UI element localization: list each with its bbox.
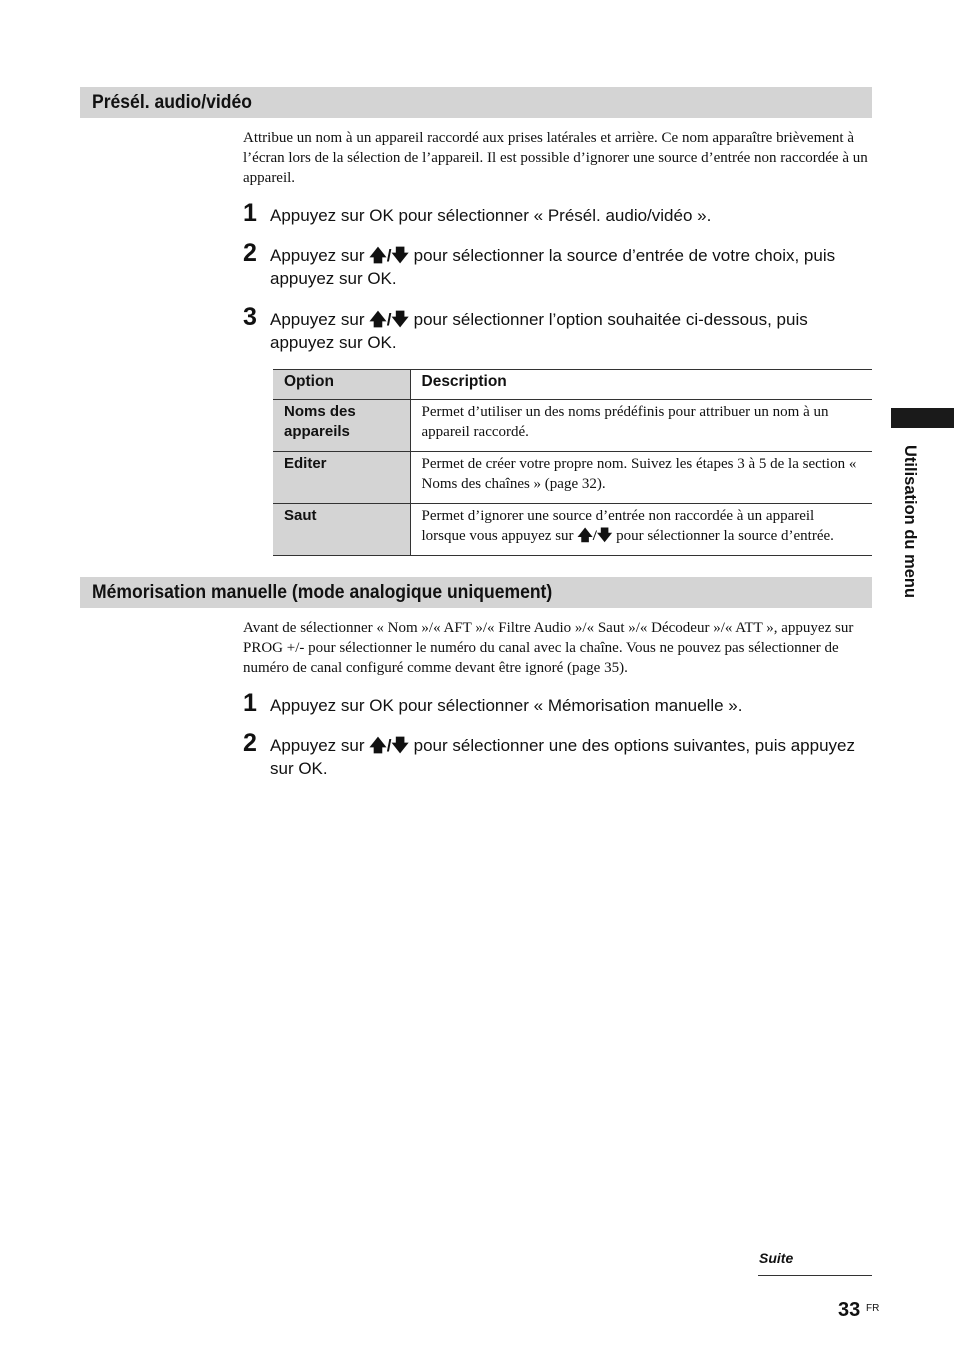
continued-rule — [758, 1275, 872, 1276]
page-language-code: FR — [866, 1303, 880, 1314]
section-title: Mémorisation manuelle (mode analogique uniquement) — [92, 581, 553, 603]
step-number: 2 — [243, 729, 257, 757]
description-cell: Permet d’utiliser un des noms prédéfinis pour attribuer un nom à un appareil raccordé. — [410, 400, 872, 452]
table-row — [273, 452, 872, 504]
table-row — [273, 400, 872, 452]
chapter-side-label — [893, 445, 921, 615]
option-cell: Saut — [273, 504, 410, 556]
step-text-post: pour sélectionner une des options suivantes, puis appuyez sur OK. — [270, 736, 855, 778]
step-text-post: pour sélectionner l’option souhaitée ci-dessous, puis appuyez sur OK. — [270, 310, 808, 352]
step-number: 2 — [243, 239, 257, 267]
step-number: 1 — [243, 689, 257, 717]
table-header-row — [273, 370, 872, 400]
column-header-description: Description — [410, 370, 872, 400]
option-cell: Editer — [273, 452, 410, 504]
step-text — [270, 244, 870, 290]
table-row — [273, 504, 872, 556]
section-header-manual-memory — [80, 577, 872, 608]
up-down-arrow-icon: 🡅/🡇 — [369, 736, 409, 755]
step-text: Appuyez sur OK pour sélectionner « Mémorisation manuelle ». — [270, 696, 743, 715]
step-number: 3 — [243, 303, 257, 331]
up-down-arrow-icon: 🡅/🡇 — [577, 528, 613, 544]
chapter-tab-marker — [891, 408, 954, 428]
options-table — [273, 369, 872, 556]
page-number: 33 — [838, 1299, 861, 1321]
step-text: Appuyez sur OK pour sélectionner « Présél. audio/vidéo ». — [270, 206, 712, 225]
step-text-pre: Appuyez sur — [270, 310, 370, 329]
column-header-option: Option — [273, 370, 410, 400]
section-header-preset — [80, 87, 872, 118]
step-text — [270, 308, 870, 354]
section-intro: Avant de sélectionner « Nom »/« AFT »/« Filtre Audio »/« Saut »/« Décodeur »/« ATT », appuyez sur PROG +/- pour sélectionner le numéro du canal avec la chaîne. Vous ne pouvez pas sélectionner de numéro de canal configuré comme devant être ignoré (page 35). — [243, 620, 854, 676]
step-text-pre: Appuyez sur — [270, 736, 370, 755]
step-text-post: pour sélectionner la source d’entrée de votre choix, puis appuyez sur OK. — [270, 246, 836, 288]
up-down-arrow-icon: 🡅/🡇 — [369, 310, 409, 329]
description-post: pour sélectionner la source d’entrée. — [612, 528, 834, 544]
section-title: Présél. audio/vidéo — [92, 91, 252, 113]
description-cell — [410, 504, 872, 556]
step-text — [270, 734, 870, 780]
description-pre: Permet d’ignorer une source d’entrée non raccordée à un appareil lorsque vous appuyez sur — [421, 508, 815, 544]
chapter-side-label-text: Utilisation du menu — [901, 445, 919, 599]
up-down-arrow-icon: 🡅/🡇 — [369, 246, 409, 265]
option-cell: Noms des appareils — [273, 400, 410, 452]
continued-label: Suite — [759, 1250, 794, 1266]
step-number: 1 — [243, 199, 257, 227]
section-intro: Attribue un nom à un appareil raccordé aux prises latérales et arrière. Ce nom apparaître brièvement à l’écran lors de la sélection de l’appareil. Il est possible d’ignorer une source d’entrée non raccordée à un appareil. — [243, 130, 868, 186]
description-cell: Permet de créer votre propre nom. Suivez les étapes 3 à 5 de la section « Noms des chaînes » (page 32). — [410, 452, 872, 504]
step-text-pre: Appuyez sur — [270, 246, 370, 265]
